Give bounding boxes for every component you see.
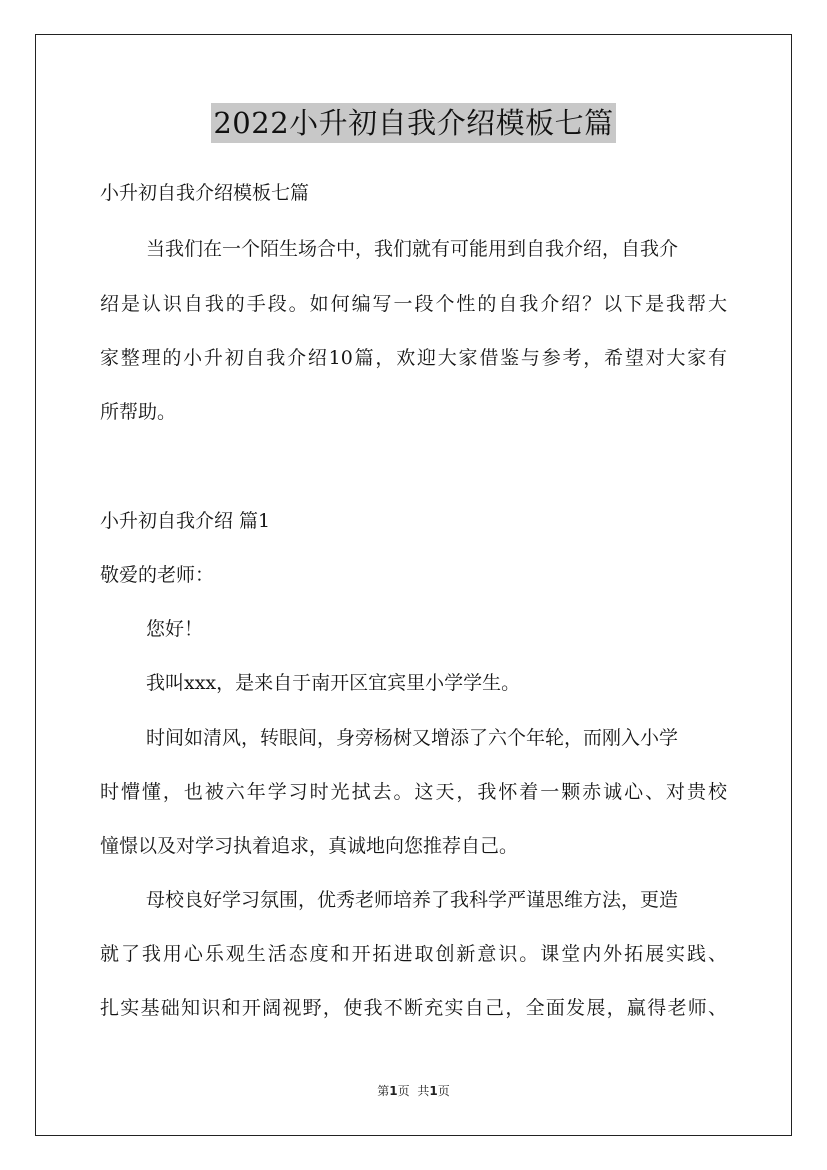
intro-line-1: 当我们在一个陌生场合中，我们就有可能用到自我介绍，自我介 <box>146 238 679 260</box>
paragraph2-line-1: 母校良好学习氛围，优秀老师培养了我科学严谨思维方法，更造 <box>146 889 679 911</box>
greeting: 您好！ <box>146 618 204 640</box>
footer-page-prefix: 第 <box>377 1084 390 1098</box>
intro-line-2: 绍是认识自我的手段。如何编写一段个性的自我介绍？以下是我帮大 <box>100 293 727 315</box>
section-heading: 小升初自我介绍 篇1 <box>100 510 271 532</box>
footer-page-unit: 页 <box>397 1084 410 1098</box>
paragraph2-line-2: 就了我用心乐观生活态度和开拓进取创新意识。课堂内外拓展实践、 <box>100 943 727 965</box>
footer-total-unit: 页 <box>437 1084 450 1098</box>
footer-page-total: 1 <box>429 1084 438 1098</box>
salutation: 敬爱的老师： <box>100 564 215 586</box>
footer-total-prefix: 共 <box>417 1084 430 1098</box>
page-footer <box>0 1083 827 1099</box>
intro-line-4: 所帮助。 <box>100 401 177 423</box>
paragraph1-line-2: 时懵懂，也被六年学习时光拭去。这天，我怀着一颗赤诚心、对贵校 <box>100 781 727 803</box>
title-container <box>0 103 827 143</box>
self-intro-line: 我叫xxx，是来自于南开区宜宾里小学学生。 <box>146 672 521 694</box>
paragraph1-line-3: 憧憬以及对学习执着追求，真诚地向您推荐自己。 <box>100 835 519 857</box>
paragraph2-line-3: 扎实基础知识和开阔视野，使我不断充实自己，全面发展，赢得老师、 <box>100 997 727 1019</box>
intro-line-3: 家整理的小升初自我介绍10篇，欢迎大家借鉴与参考，希望对大家有 <box>100 347 727 369</box>
paragraph1-line-1: 时间如清风，转眼间，身旁杨树又增添了六个年轮，而刚入小学 <box>146 727 679 749</box>
footer-page-current: 1 <box>389 1084 398 1098</box>
document-subtitle: 小升初自我介绍模板七篇 <box>100 182 310 204</box>
document-title: 2022小升初自我介绍模板七篇 <box>211 103 615 143</box>
